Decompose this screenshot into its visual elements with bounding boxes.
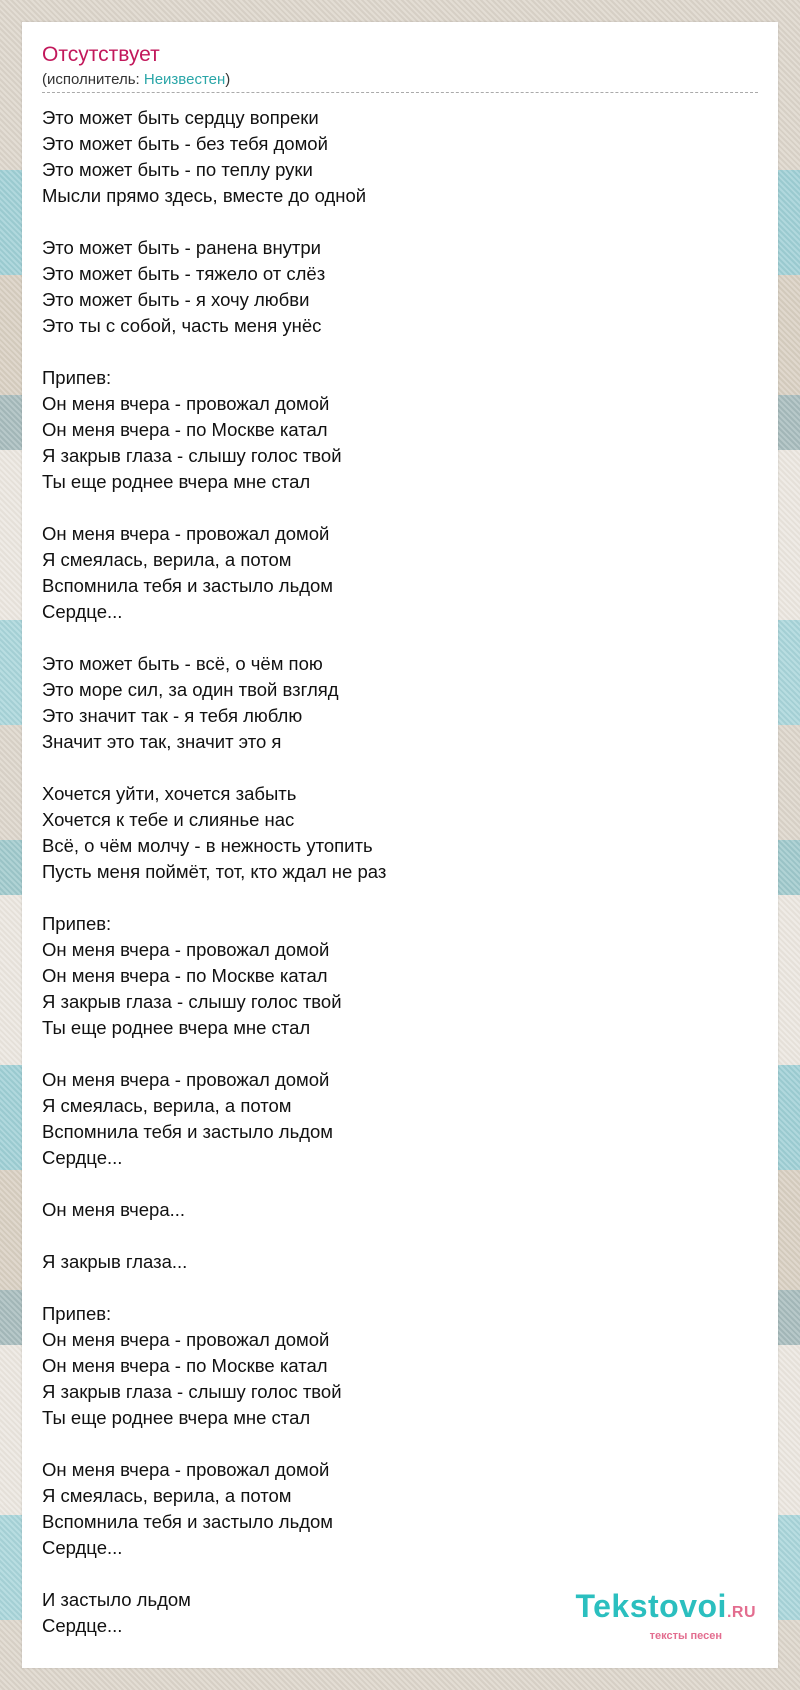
lyrics-line: Припев: [42,1303,112,1324]
performer-prefix: (исполнитель: [42,71,144,88]
lyrics-line: Сердце... [42,601,123,622]
lyrics-line: Он меня вчера - провожал домой [42,1459,330,1480]
lyrics-line: Хочется к тебе и слиянье нас [42,809,295,830]
logo-tagline: тексты песен [649,1630,722,1642]
lyrics-line: Припев: [42,367,112,388]
lyrics-line: Это море сил, за один твой взгляд [42,679,339,700]
logo-wordmark [575,1589,756,1630]
lyrics-stanza [42,911,758,1041]
lyrics-line: Это может быть - всё, о чём пою [42,653,323,674]
lyrics-line: Я закрыв глаза... [42,1251,188,1272]
performer-suffix: ) [225,71,231,88]
lyrics-line: Я смеялась, верила, а потом [42,1485,292,1506]
lyrics-text [42,105,758,1639]
lyrics-stanza [42,781,758,885]
lyrics-line: Это может быть - ранена внутри [42,237,322,258]
lyrics-line: Это может быть - тяжело от слёз [42,263,326,284]
site-logo[interactable] [575,1589,756,1642]
lyrics-stanza [42,1457,758,1561]
lyrics-line: Пусть меня поймёт, тот, кто ждал не раз [42,861,387,882]
lyrics-line: Это может быть сердцу вопреки [42,107,319,128]
lyrics-line: Он меня вчера... [42,1199,186,1220]
lyrics-line: Он меня вчера - провожал домой [42,1329,330,1350]
lyrics-line: Значит это так, значит это я [42,731,282,752]
lyrics-line: Это может быть - я хочу любви [42,289,310,310]
lyrics-line: И застыло льдом [42,1589,191,1610]
lyrics-line: Сердце... [42,1537,123,1558]
lyrics-card [22,22,778,1668]
lyrics-stanza [42,365,758,495]
lyrics-line: Он меня вчера - провожал домой [42,939,330,960]
lyrics-stanza [42,235,758,339]
lyrics-line: Я смеялась, верила, а потом [42,1095,292,1116]
logo-main-text: Tekstovoi [575,1588,727,1624]
lyrics-stanza [42,1197,758,1223]
lyrics-line: Вспомнила тебя и застыло льдом [42,1121,334,1142]
lyrics-line: Всё, о чём молчу - в нежность утопить [42,835,373,856]
lyrics-stanza [42,1301,758,1431]
lyrics-stanza [42,105,758,209]
lyrics-line: Мысли прямо здесь, вместе до одной [42,185,367,206]
lyrics-line: Сердце... [42,1615,123,1636]
lyrics-line: Припев: [42,913,112,934]
lyrics-line: Он меня вчера - провожал домой [42,393,330,414]
lyrics-line: Вспомнила тебя и застыло льдом [42,1511,334,1532]
lyrics-line: Я закрыв глаза - слышу голос твой [42,991,342,1012]
performer-line [42,70,758,93]
lyrics-stanza [42,651,758,755]
lyrics-line: Вспомнила тебя и застыло льдом [42,575,334,596]
song-title: Отсутствует [42,43,160,66]
lyrics-line: Хочется уйти, хочется забыть [42,783,297,804]
performer-link[interactable]: Неизвестен [143,71,226,88]
lyrics-line: Это ты с собой, часть меня унёс [42,315,322,336]
lyrics-line: Это значит так - я тебя люблю [42,705,303,726]
lyrics-line: Сердце... [42,1147,123,1168]
lyrics-line: Он меня вчера - по Москве катал [42,965,328,986]
lyrics-line: Ты еще роднее вчера мне стал [42,1017,311,1038]
lyrics-stanza [42,1249,758,1275]
lyrics-stanza [42,1067,758,1171]
logo-tld: .RU [726,1604,756,1621]
lyrics-line: Это может быть - по теплу руки [42,159,313,180]
lyrics-stanza [42,521,758,625]
lyrics-line: Я закрыв глаза - слышу голос твой [42,445,342,466]
lyrics-line: Он меня вчера - по Москве катал [42,1355,328,1376]
lyrics-line: Он меня вчера - по Москве катал [42,419,328,440]
lyrics-line: Я смеялась, верила, а потом [42,549,292,570]
lyrics-line: Он меня вчера - провожал домой [42,523,330,544]
lyrics-line: Ты еще роднее вчера мне стал [42,1407,311,1428]
lyrics-line: Это может быть - без тебя домой [42,133,328,154]
lyrics-line: Ты еще роднее вчера мне стал [42,471,311,492]
lyrics-line: Я закрыв глаза - слышу голос твой [42,1381,342,1402]
lyrics-line: Он меня вчера - провожал домой [42,1069,330,1090]
